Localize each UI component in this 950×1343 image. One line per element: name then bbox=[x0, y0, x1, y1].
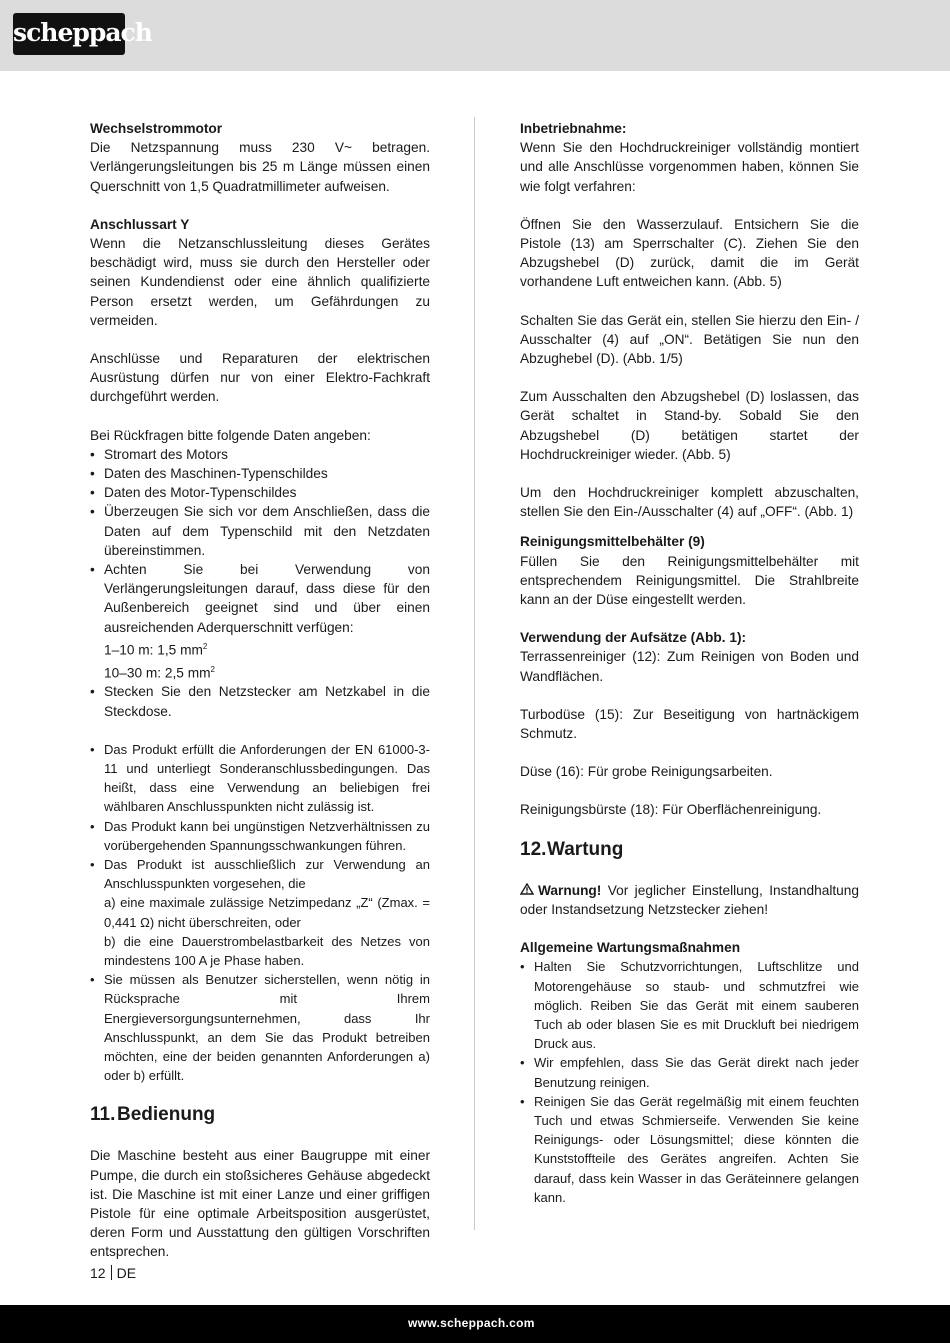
right-column bbox=[520, 119, 859, 1207]
paragraph: Um den Hochdruckreiniger komplett abzuschalten, stellen Sie den Ein-/Ausschalter (4) auf „OFF“. (Abb. 1) bbox=[520, 485, 859, 520]
page-footer bbox=[0, 1305, 950, 1343]
startup-section bbox=[520, 119, 859, 196]
warning-label: Warnung! bbox=[538, 882, 602, 898]
attachment-item: Reinigungsbürste (18): Für Oberflächenreinigung. bbox=[520, 802, 822, 818]
section-11-heading bbox=[90, 1103, 430, 1127]
attachment-item: Terrassenreiniger (12): Zum Reinigen von Boden und Wandflächen. bbox=[520, 649, 859, 684]
superscript: 2 bbox=[210, 664, 215, 674]
list-item: • Das Produkt kann bei ungünstigen Netzverhältnissen zu vorübergehenden Spannungsschwankungen führen. bbox=[90, 817, 430, 855]
requirement-a: a) eine maximale zulässige Netzimpedanz „Z“ (Zmax. = 0,441 Ω) nicht überschreiten, oder bbox=[104, 895, 430, 930]
list-item: • Daten des Maschinen-Typenschildes bbox=[90, 464, 430, 483]
list-item-connection-points bbox=[90, 855, 430, 970]
questions-list bbox=[90, 445, 430, 721]
list-item: • Halten Sie Schutzvorrichtungen, Luftschlitze und Motorengehäuse so staub- und schmutzfrei wie möglich. Reiben Sie das Gerät mit einem sauberen Tuch ab oder blasen Sie es mit Druckluft bei niedrigem Druck aus. bbox=[520, 957, 859, 1053]
motor-text: Die Netzspannung muss 230 V~ betragen. Verlängerungsleitungen bis 25 m Länge müssen einen Querschnitt von 1,5 Quadratmillimeter aufweisen. bbox=[90, 140, 430, 194]
paragraph: Zum Ausschalten den Abzugshebel (D) loslassen, das Gerät schaltet in Stand-by. Sobald Sie den Abzugshebel (D) betätigen startet der Hochdruckreiniger wieder. (Abb. 5) bbox=[520, 389, 859, 462]
repair-text: Anschlüsse und Reparaturen der elektrischen Ausrüstung dürfen nur von einer Elektro-Fachkraft durchgeführt werden. bbox=[90, 351, 430, 405]
section-title: Bedienung bbox=[117, 1104, 216, 1126]
superscript: 2 bbox=[202, 641, 208, 651]
startup-heading: Inbetriebnahme: bbox=[520, 121, 627, 136]
maintenance-list bbox=[520, 957, 859, 1207]
connection-y-text: Wenn die Netzanschlussleitung dieses Gerätes beschädigt wird, muss sie durch den Hersteller oder seinen Kundendienst oder eine ähnlich qualifizierte Person ersetzt werden, um Gefährdungen zu vermeiden. bbox=[90, 236, 430, 328]
questions-intro: Bei Rückfragen bitte folgende Daten angeben: bbox=[90, 427, 371, 443]
section-number: 11. bbox=[90, 1104, 116, 1126]
list-item: • Stromart des Motors bbox=[90, 445, 430, 464]
extension-text: Achten Sie bei Verwendung von Verlängerungsleitungen darauf, dass diese für den Außenbereich geeignet sind und über einen ausreichenden Aderquerschnitt verfügen: bbox=[104, 562, 430, 635]
list-item-extension bbox=[90, 560, 430, 682]
language-code: DE bbox=[116, 1265, 137, 1281]
list-item: • Wir empfehlen, dass Sie das Gerät direkt nach jeder Benutzung reinigen. bbox=[520, 1053, 859, 1091]
attachments-section bbox=[520, 628, 859, 686]
motor-section bbox=[90, 119, 430, 196]
list-item: • Daten des Motor-Typenschildes bbox=[90, 483, 430, 502]
warning-triangle-icon bbox=[520, 881, 534, 900]
motor-heading: Wechselstrommotor bbox=[90, 121, 223, 136]
questions-section bbox=[90, 426, 430, 721]
section-11-text: Die Maschine besteht aus einer Baugruppe mit einer Pumpe, die durch ein stoßsicheres Gehäuse abgedeckt ist. Die Maschine ist mit einer Lanze und einer griffigen Pistole für eine optimale Arbeitsposition ausgerüstet, deren Form und Ausstattung den gültigen Vorschriften entsprechen. bbox=[90, 1148, 430, 1260]
cable-spec-2: 10–30 m: 2,5 mm bbox=[104, 665, 211, 681]
repair-section bbox=[90, 349, 430, 407]
warning-text: Vor jeglicher Einstellung, Instandhaltung oder Instandsetzung Netzstecker ziehen! bbox=[520, 882, 859, 917]
page-number bbox=[90, 1265, 136, 1281]
attachment-item: Düse (16): Für grobe Reinigungsarbeiten. bbox=[520, 764, 773, 780]
page-header bbox=[0, 0, 950, 71]
detergent-heading: Reinigungsmittelbehälter (9) bbox=[520, 534, 705, 550]
startup-text: Wenn Sie den Hochdruckreiniger vollständig montiert und alle Anschlüsse vorgenommen haben, können Sie wie folgt verfahren: bbox=[520, 140, 859, 194]
requirement-b: b) die eine Dauerstrombelastbarkeit des Netzes von mindestens 100 A je Phase haben. bbox=[104, 933, 430, 969]
en-requirements-list bbox=[90, 740, 430, 1086]
website-link[interactable]: www.scheppach.com bbox=[408, 1316, 535, 1330]
left-column bbox=[90, 119, 430, 1262]
warning-block bbox=[520, 881, 859, 919]
section-number: 12. bbox=[520, 838, 547, 860]
column-divider bbox=[474, 117, 475, 1230]
scheppach-logo: scheppach bbox=[13, 13, 125, 55]
cable-spec-1: 1–10 m: 1,5 mm bbox=[104, 642, 203, 658]
attachments-heading: Verwendung der Aufsätze (Abb. 1): bbox=[520, 630, 747, 646]
section-title: Wartung bbox=[547, 838, 624, 860]
list-item: • Reinigen Sie das Gerät regelmäßig mit einem feuchten Tuch und etwas Schmierseife. Verwenden Sie keine Reinigungs- oder Lösungsmittel; diese könnten die Kunststoffteile des Gerätes angreifen. Achten Sie darauf, dass kein Wasser in das Geräteinnere gelangen kann. bbox=[520, 1092, 859, 1207]
list-item: • Stecken Sie den Netzstecker am Netzkabel in die Steckdose. bbox=[90, 682, 430, 720]
maintenance-heading: Allgemeine Wartungsmaßnahmen bbox=[520, 940, 741, 956]
attachment-item: Turbodüse (15): Zur Beseitigung von hartnäckigem Schmutz. bbox=[520, 706, 859, 742]
list-item: • Das Produkt erfüllt die Anforderungen der EN 61000-3-11 und unterliegt Sonderanschlussbedingungen. Das heißt, dass eine Verwendung an beliebigen frei wählbaren Anschlusspunkten nicht zulässig ist. bbox=[90, 740, 430, 817]
list-item: • Sie müssen als Benutzer sicherstellen, wenn nötig in Rücksprache mit Ihrem Energieversorgungsunternehmen, dass Ihr Anschlusspunkt, an dem Sie das Produkt betreiben möchten, eine der beiden genannten Anforderungen a) oder b) erfüllt. bbox=[90, 970, 430, 1085]
connection-y-heading: Anschlussart Y bbox=[90, 216, 190, 232]
detergent-text: Füllen Sie den Reinigungsmittelbehälter mit entsprechendem Reinigungsmittel. Die Strahlbreite kann an der Düse eingestellt werden. bbox=[520, 553, 859, 608]
connection-points-text: Das Produkt ist ausschließlich zur Verwendung an Anschlusspunkten vorgesehen, die bbox=[104, 857, 430, 892]
paragraph: Schalten Sie das Gerät ein, stellen Sie hierzu den Ein- / Ausschalter (4) auf „ON“. Betätigen Sie nun den Abzughebel (D). (Abb. 1/5) bbox=[520, 312, 859, 367]
connection-y-section bbox=[90, 215, 430, 330]
section-12-heading bbox=[520, 838, 859, 862]
paragraph: Öffnen Sie den Wasserzulauf. Entsichern Sie die Pistole (13) am Sperrschalter (C). Ziehen Sie den Abzugshebel (D) zurück, damit die im Gerät vorhandene Luft entweichen kann. (Abb. 5) bbox=[520, 216, 859, 290]
page-number-value: 12 bbox=[90, 1265, 106, 1281]
detergent-section bbox=[520, 532, 859, 609]
list-item: • Überzeugen Sie sich vor dem Anschließen, dass die Daten auf dem Typenschild mit den Netzdaten übereinstimmen. bbox=[90, 502, 430, 560]
